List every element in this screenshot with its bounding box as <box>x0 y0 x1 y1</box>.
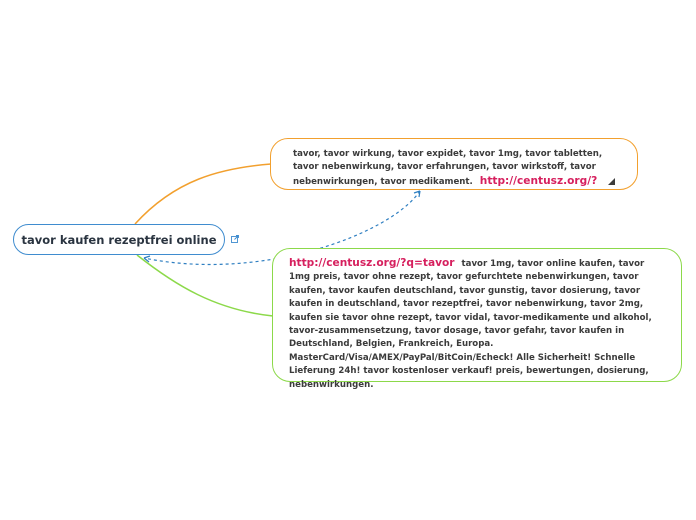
central-topic[interactable] <box>13 224 225 255</box>
central-topic-label: tavor kaufen rezeptfrei online <box>21 232 217 247</box>
subtopic-details-link[interactable]: http://centusz.org/?q=tavor <box>289 257 455 269</box>
subtopic-details[interactable] <box>272 248 682 390</box>
connector-orange <box>135 164 271 224</box>
relation-arrow-end <box>414 191 420 197</box>
subtopic-keywords-link[interactable]: http://centusz.org/? <box>479 174 598 187</box>
subtopic-keywords-text: tavor, tavor wirkung, tavor expidet, tavor 1mg, tavor tabletten, tavor nebenwirkung, tavor erfahrungen, tavor wirkstoff, tavor nebenwirkungen, tavor medikament. <box>293 149 603 187</box>
collapse-icon[interactable] <box>231 235 239 243</box>
subtopic-details-text: tavor 1mg, tavor online kaufen, tavor 1mg preis, tavor ohne rezept, tavor gefurchtete nebenwirkungen, tavor kaufen, tavor kaufen deutschland, tavor gunstig, tavor dosierung, tavor kaufen in deutschland, tavor rezeptfrei, tavor nebenwirkung, tavor 2mg, kaufen sie tavor ohne rezept, tavor vidal, tavor-medikamente und alkohol, tavor-zusammensetzung, tavor dosage, tavor gefahr, tavor kaufen in Deutschland, Belgien, Frankreich, Europa. MasterCard/Visa/AMEX/PayPal/BitCoin/Echeck! Alle Sicherheit! Schnelle Lieferung 24h! tavor kostenloser verkauf! preis, bewertungen, dosierung, nebenwirkungen. <box>289 259 652 390</box>
connector-green <box>137 255 273 316</box>
subtopic-keywords[interactable] <box>270 138 638 190</box>
expand-arrow-icon[interactable] <box>608 178 615 185</box>
